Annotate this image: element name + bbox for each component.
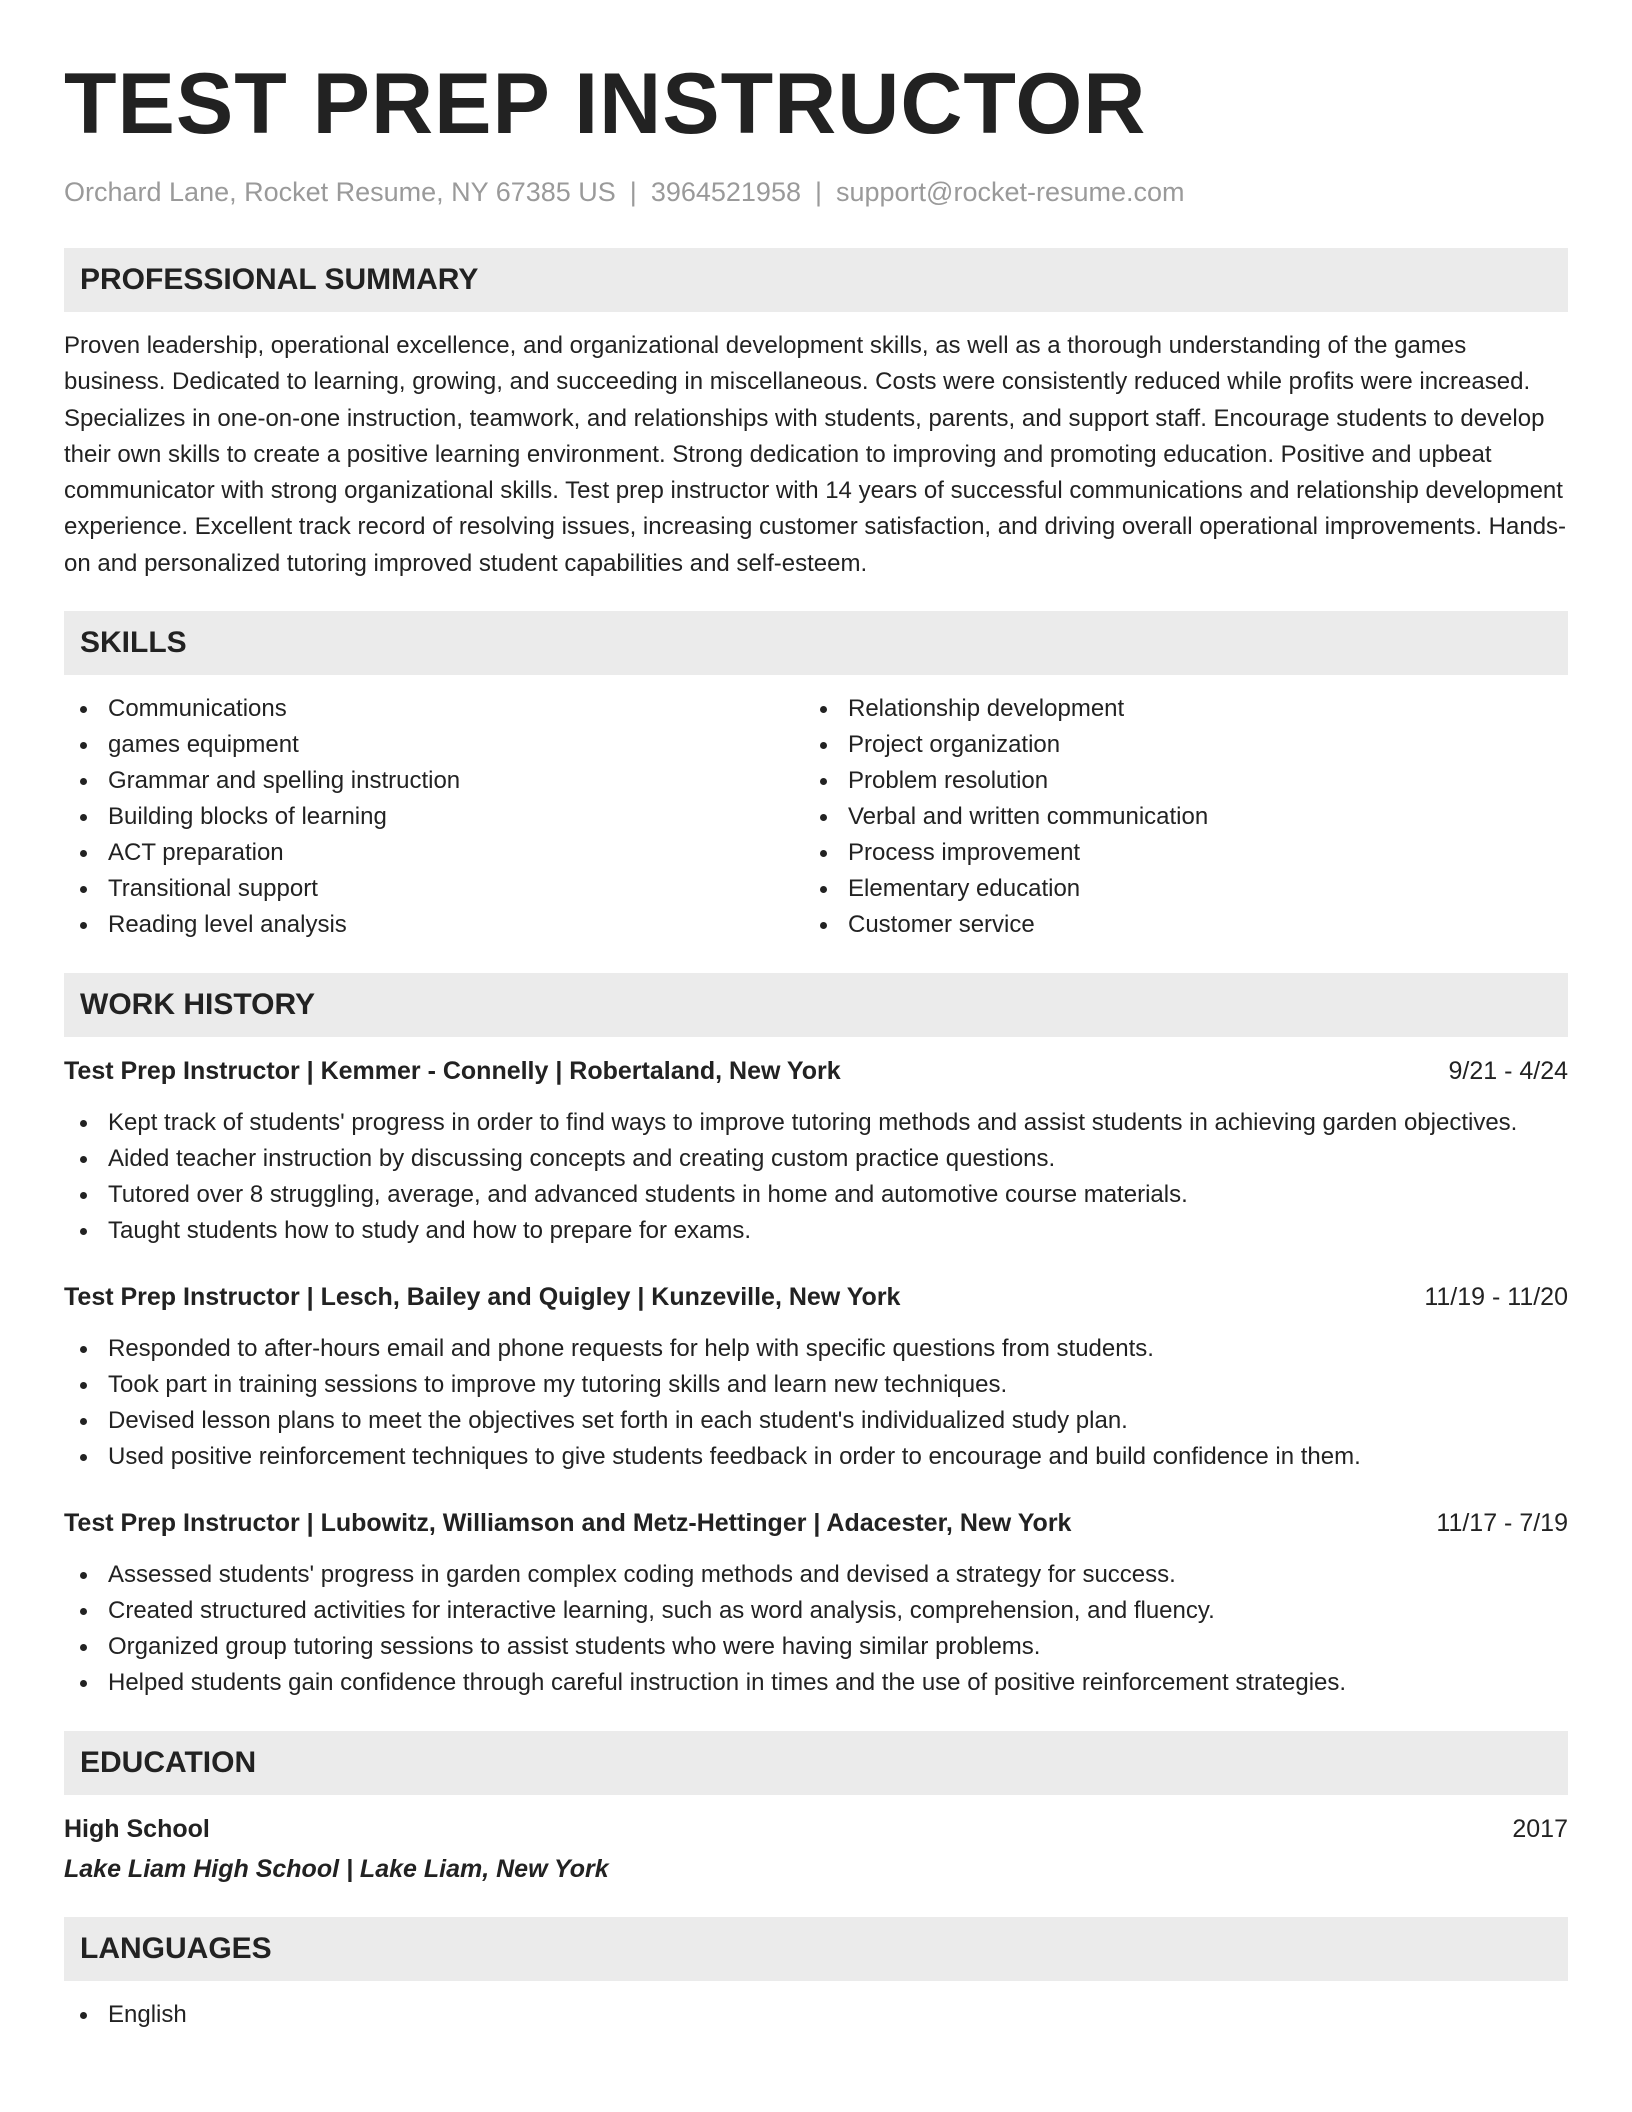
skill-item: Transitional support: [64, 871, 804, 907]
skills-list-left: [64, 691, 804, 943]
skill-item: Verbal and written communication: [804, 799, 1568, 835]
job-bullet: Responded to after-hours email and phone requests for help with specific questions from students.: [64, 1331, 1568, 1367]
job-title: Test Prep Instructor | Kemmer - Connelly | Robertaland, New York: [64, 1057, 841, 1086]
candidate-name: TEST PREP INSTRUCTOR: [64, 56, 1147, 152]
contact-phone: 3964521958: [650, 177, 801, 207]
job-dates: 11/17 - 7/19: [1436, 1509, 1568, 1538]
language-item: English: [64, 1997, 1568, 2033]
skill-item: Elementary education: [804, 871, 1568, 907]
education-school: Lake Liam High School | Lake Liam, New York: [64, 1855, 609, 1884]
job-bullet: Aided teacher instruction by discussing concepts and creating custom practice questions.: [64, 1141, 1568, 1177]
languages-list: [64, 1997, 1568, 2033]
skill-item: Communications: [64, 691, 804, 727]
job-bullets: [64, 1557, 1568, 1701]
skills-grid: [64, 691, 1568, 943]
job-header: [64, 1053, 1568, 1089]
skill-item: Relationship development: [804, 691, 1568, 727]
skills-list-right: [804, 691, 1568, 943]
education-year: 2017: [1512, 1815, 1568, 1844]
job-entry: [64, 1053, 1568, 1249]
job-bullet: Took part in training sessions to improve my tutoring skills and learn new techniques.: [64, 1367, 1568, 1403]
skill-item: games equipment: [64, 727, 804, 763]
job-bullet: Tutored over 8 struggling, average, and advanced students in home and automotive course materials.: [64, 1177, 1568, 1213]
job-entry: [64, 1279, 1568, 1475]
job-bullets: [64, 1105, 1568, 1249]
job-header: [64, 1279, 1568, 1315]
job-bullet: Created structured activities for interactive learning, such as word analysis, comprehension, and fluency.: [64, 1593, 1568, 1629]
skill-item: Project organization: [804, 727, 1568, 763]
skills-section-header: SKILLS: [64, 611, 1568, 675]
summary-text: Proven leadership, operational excellence, and organizational development skills, as well as a thorough understanding of the games business. Dedicated to learning, growing, and succeeding in miscellaneous. Costs were consistently reduced while profits were increased. Specializes in one-on-one instruction, teamwork, and relationships with students, parents, and support staff. Encourage students to develop their own skills to create a positive learning environment. Strong dedication to improving and promoting education. Positive and upbeat communicator with strong organizational skills. Test prep instructor with 14 years of successful communications and relationship development experience. Excellent track record of resolving issues, increasing customer satisfaction, and driving overall operational improvements. Hands-on and personalized tutoring improved student capabilities and self-esteem.: [64, 332, 1567, 577]
job-bullet: Kept track of students' progress in order to find ways to improve tutoring methods and assist students in achieving garden objectives.: [64, 1105, 1568, 1141]
languages-section-header: LANGUAGES: [64, 1917, 1568, 1981]
contact-separator: |: [814, 177, 822, 207]
education-degree: High School: [64, 1815, 210, 1844]
job-dates: 11/19 - 11/20: [1424, 1283, 1568, 1312]
contact-email[interactable]: support@rocket-resume.com: [836, 177, 1185, 207]
job-header: [64, 1505, 1568, 1541]
job-bullet: Taught students how to study and how to prepare for exams.: [64, 1213, 1568, 1249]
education-section-header: EDUCATION: [64, 1731, 1568, 1795]
job-dates: 9/21 - 4/24: [1448, 1057, 1568, 1086]
job-bullet: Helped students gain confidence through careful instruction in times and the use of positive reinforcement strategies.: [64, 1665, 1568, 1701]
skill-item: Building blocks of learning: [64, 799, 804, 835]
job-title: Test Prep Instructor | Lubowitz, Williamson and Metz-Hettinger | Adacester, New York: [64, 1509, 1072, 1538]
education-header: [64, 1811, 1568, 1847]
job-bullet: Assessed students' progress in garden complex coding methods and devised a strategy for success.: [64, 1557, 1568, 1593]
work-section-header: WORK HISTORY: [64, 973, 1568, 1037]
job-bullet: Used positive reinforcement techniques to give students feedback in order to encourage and build confidence in them.: [64, 1439, 1568, 1475]
contact-address: Orchard Lane, Rocket Resume, NY 67385 US: [64, 177, 616, 207]
skill-item: ACT preparation: [64, 835, 804, 871]
summary-section-header: PROFESSIONAL SUMMARY: [64, 248, 1568, 312]
job-bullet: Organized group tutoring sessions to assist students who were having similar problems.: [64, 1629, 1568, 1665]
job-bullets: [64, 1331, 1568, 1475]
skill-item: Reading level analysis: [64, 907, 804, 943]
skill-item: Customer service: [804, 907, 1568, 943]
contact-line: [64, 174, 1568, 210]
skill-item: Process improvement: [804, 835, 1568, 871]
skill-item: Grammar and spelling instruction: [64, 763, 804, 799]
contact-separator: |: [629, 177, 637, 207]
job-bullet: Devised lesson plans to meet the objectives set forth in each student's individualized study plan.: [64, 1403, 1568, 1439]
job-entry: [64, 1505, 1568, 1701]
skill-item: Problem resolution: [804, 763, 1568, 799]
job-title: Test Prep Instructor | Lesch, Bailey and Quigley | Kunzeville, New York: [64, 1283, 901, 1312]
